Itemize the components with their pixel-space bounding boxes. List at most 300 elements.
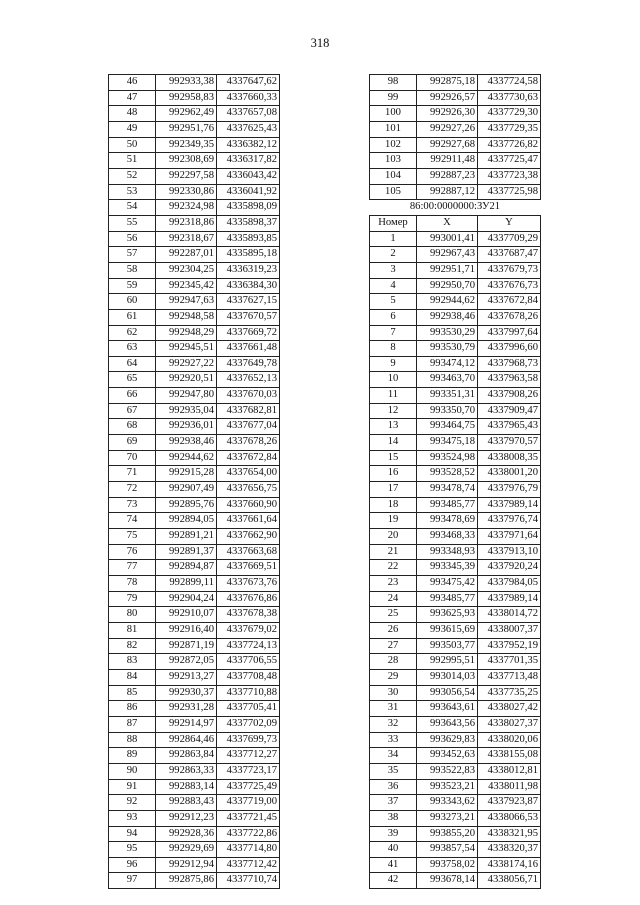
- x-coordinate-cell: 993351,31: [417, 388, 478, 404]
- point-number-cell: 59: [109, 278, 156, 294]
- x-coordinate-cell: 992863,33: [156, 763, 217, 779]
- table-row: [370, 529, 541, 545]
- x-coordinate-cell: 992935,04: [156, 403, 217, 419]
- y-coordinate-cell: 4338011,98: [478, 779, 541, 795]
- table-row: [370, 763, 541, 779]
- point-number-cell: 98: [370, 75, 417, 91]
- point-number-cell: 101: [370, 121, 417, 137]
- y-coordinate-cell: 4337663,68: [217, 544, 280, 560]
- x-coordinate-cell: 992951,76: [156, 121, 217, 137]
- table-row: [370, 294, 541, 310]
- point-number-cell: 94: [109, 826, 156, 842]
- table-row: [370, 810, 541, 826]
- x-coordinate-cell: 992933,38: [156, 75, 217, 91]
- x-coordinate-cell: 992916,40: [156, 622, 217, 638]
- y-coordinate-cell: 4337968,73: [478, 356, 541, 372]
- y-coordinate-cell: 4337676,86: [217, 591, 280, 607]
- y-coordinate-cell: 4338320,37: [478, 842, 541, 858]
- point-number-cell: 84: [109, 669, 156, 685]
- y-coordinate-cell: 4337662,90: [217, 529, 280, 545]
- point-number-cell: 47: [109, 90, 156, 106]
- table-row: [370, 388, 541, 404]
- point-number-cell: 92: [109, 795, 156, 811]
- point-number-cell: 38: [370, 810, 417, 826]
- point-number-cell: 73: [109, 497, 156, 513]
- point-number-cell: 27: [370, 638, 417, 654]
- point-number-cell: 70: [109, 450, 156, 466]
- table-row: [109, 560, 280, 576]
- table-row: [370, 857, 541, 873]
- y-coordinate-cell: 4337672,84: [478, 294, 541, 310]
- table-row: [370, 638, 541, 654]
- table-row: [370, 826, 541, 842]
- point-number-cell: 87: [109, 716, 156, 732]
- point-number-cell: 39: [370, 826, 417, 842]
- x-coordinate-cell: 992891,21: [156, 529, 217, 545]
- table-row: [109, 732, 280, 748]
- x-coordinate-cell: 993625,93: [417, 607, 478, 623]
- table-row: [109, 654, 280, 670]
- table-row: [370, 121, 541, 137]
- point-number-cell: 51: [109, 153, 156, 169]
- table-row: [370, 168, 541, 184]
- x-coordinate-cell: 993530,79: [417, 341, 478, 357]
- table-row: [109, 356, 280, 372]
- x-coordinate-cell: 993348,93: [417, 544, 478, 560]
- point-number-cell: 67: [109, 403, 156, 419]
- table-row: [109, 529, 280, 545]
- point-number-cell: 1: [370, 231, 417, 247]
- x-coordinate-cell: 992912,94: [156, 857, 217, 873]
- x-coordinate-cell: 992863,84: [156, 748, 217, 764]
- y-coordinate-cell: 4337729,35: [478, 121, 541, 137]
- x-coordinate-cell: 993452,63: [417, 748, 478, 764]
- y-coordinate-cell: 4337722,86: [217, 826, 280, 842]
- x-coordinate-cell: 992330,86: [156, 184, 217, 200]
- point-number-cell: 16: [370, 466, 417, 482]
- x-coordinate-cell: 992349,35: [156, 137, 217, 153]
- y-coordinate-cell: 4338008,35: [478, 450, 541, 466]
- y-coordinate-cell: 4337710,74: [217, 873, 280, 889]
- point-number-cell: 78: [109, 576, 156, 592]
- y-coordinate-cell: 4337656,75: [217, 482, 280, 498]
- point-number-cell: 28: [370, 654, 417, 670]
- table-row: [109, 247, 280, 263]
- point-number-cell: 8: [370, 341, 417, 357]
- y-coordinate-cell: 4337670,57: [217, 309, 280, 325]
- x-coordinate-cell: 993485,77: [417, 591, 478, 607]
- table-row: [370, 278, 541, 294]
- point-number-cell: 3: [370, 262, 417, 278]
- table-row: [370, 716, 541, 732]
- table-row: [109, 669, 280, 685]
- y-coordinate-cell: 4337699,73: [217, 732, 280, 748]
- table-row: [109, 309, 280, 325]
- y-coordinate-cell: 4337661,48: [217, 341, 280, 357]
- x-coordinate-cell: 992948,58: [156, 309, 217, 325]
- y-coordinate-cell: 4337971,64: [478, 529, 541, 545]
- x-coordinate-cell: 992938,46: [417, 309, 478, 325]
- point-number-cell: 23: [370, 576, 417, 592]
- y-coordinate-cell: 4335893,85: [217, 231, 280, 247]
- point-number-cell: 96: [109, 857, 156, 873]
- y-coordinate-cell: 4338020,06: [478, 732, 541, 748]
- table-row: [109, 638, 280, 654]
- y-coordinate-cell: 4336317,82: [217, 153, 280, 169]
- table-row: [109, 779, 280, 795]
- y-coordinate-cell: 4337712,42: [217, 857, 280, 873]
- x-coordinate-cell: 993001,41: [417, 231, 478, 247]
- table-row: [109, 262, 280, 278]
- point-number-cell: 65: [109, 372, 156, 388]
- x-coordinate-cell: 993523,21: [417, 779, 478, 795]
- x-coordinate-cell: 993474,12: [417, 356, 478, 372]
- x-coordinate-cell: 992927,26: [417, 121, 478, 137]
- point-number-cell: 15: [370, 450, 417, 466]
- x-coordinate-cell: 992948,29: [156, 325, 217, 341]
- point-number-cell: 5: [370, 294, 417, 310]
- point-number-cell: 100: [370, 106, 417, 122]
- y-coordinate-cell: 4336319,23: [217, 262, 280, 278]
- point-number-cell: 75: [109, 529, 156, 545]
- point-number-cell: 12: [370, 403, 417, 419]
- point-number-cell: 91: [109, 779, 156, 795]
- y-coordinate-cell: 4337909,47: [478, 403, 541, 419]
- x-coordinate-cell: 992872,05: [156, 654, 217, 670]
- point-number-cell: 77: [109, 560, 156, 576]
- y-coordinate-cell: 4337657,08: [217, 106, 280, 122]
- point-number-cell: 14: [370, 435, 417, 451]
- point-number-cell: 79: [109, 591, 156, 607]
- table-row: [370, 231, 541, 247]
- table-row: [109, 121, 280, 137]
- table-row: [370, 403, 541, 419]
- x-coordinate-cell: 993678,14: [417, 873, 478, 889]
- table-row: [370, 356, 541, 372]
- y-coordinate-cell: 4337963,58: [478, 372, 541, 388]
- table-row: [370, 106, 541, 122]
- x-coordinate-cell: 992927,22: [156, 356, 217, 372]
- table-row: [109, 184, 280, 200]
- point-number-cell: 17: [370, 482, 417, 498]
- point-number-cell: 57: [109, 247, 156, 263]
- x-coordinate-cell: 993056,54: [417, 685, 478, 701]
- table-row: [370, 732, 541, 748]
- x-coordinate-cell: 993857,54: [417, 842, 478, 858]
- y-coordinate-cell: 4338012,81: [478, 763, 541, 779]
- x-coordinate-cell: 992958,83: [156, 90, 217, 106]
- point-number-cell: 26: [370, 622, 417, 638]
- x-coordinate-cell: 992926,30: [417, 106, 478, 122]
- parcel-section-title: 86:00:0000000:ЗУ21: [370, 200, 541, 216]
- x-coordinate-cell: 993475,18: [417, 435, 478, 451]
- table-row: [109, 873, 280, 889]
- y-coordinate-cell: 4337989,14: [478, 591, 541, 607]
- y-coordinate-cell: 4337730,63: [478, 90, 541, 106]
- x-coordinate-cell: 993522,83: [417, 763, 478, 779]
- table-row: [109, 419, 280, 435]
- x-coordinate-cell: 993629,83: [417, 732, 478, 748]
- x-coordinate-cell: 992926,57: [417, 90, 478, 106]
- y-coordinate-cell: 4337726,82: [478, 137, 541, 153]
- y-coordinate-cell: 4337976,74: [478, 513, 541, 529]
- point-number-cell: 63: [109, 341, 156, 357]
- point-number-cell: 90: [109, 763, 156, 779]
- point-number-cell: 105: [370, 184, 417, 200]
- x-coordinate-cell: 992904,24: [156, 591, 217, 607]
- y-coordinate-cell: 4337705,41: [217, 701, 280, 717]
- table-row: [109, 341, 280, 357]
- point-number-cell: 61: [109, 309, 156, 325]
- x-coordinate-cell: 993503,77: [417, 638, 478, 654]
- table-row: [370, 466, 541, 482]
- point-number-cell: 95: [109, 842, 156, 858]
- point-number-cell: 33: [370, 732, 417, 748]
- point-number-cell: 58: [109, 262, 156, 278]
- y-coordinate-cell: 4337723,17: [217, 763, 280, 779]
- table-row: [109, 497, 280, 513]
- table-row: [370, 779, 541, 795]
- point-number-cell: 97: [109, 873, 156, 889]
- x-coordinate-cell: 992297,58: [156, 168, 217, 184]
- table-row: [370, 544, 541, 560]
- y-coordinate-cell: 4337989,14: [478, 497, 541, 513]
- y-coordinate-cell: 4337723,38: [478, 168, 541, 184]
- x-coordinate-cell: 993475,42: [417, 576, 478, 592]
- point-number-cell: 54: [109, 200, 156, 216]
- x-coordinate-cell: 992915,28: [156, 466, 217, 482]
- table-row: [370, 842, 541, 858]
- table-row: [370, 748, 541, 764]
- point-number-cell: 102: [370, 137, 417, 153]
- y-coordinate-cell: 4337669,72: [217, 325, 280, 341]
- table-row: [109, 137, 280, 153]
- x-coordinate-cell: 993643,61: [417, 701, 478, 717]
- x-coordinate-cell: 993464,75: [417, 419, 478, 435]
- point-number-cell: 71: [109, 466, 156, 482]
- y-coordinate-cell: 4337725,47: [478, 153, 541, 169]
- point-number-cell: 42: [370, 873, 417, 889]
- point-number-cell: 69: [109, 435, 156, 451]
- point-number-cell: 9: [370, 356, 417, 372]
- x-coordinate-cell: 992944,62: [417, 294, 478, 310]
- x-coordinate-cell: 992950,70: [417, 278, 478, 294]
- table-row: [109, 576, 280, 592]
- y-coordinate-cell: 4337976,79: [478, 482, 541, 498]
- point-number-cell: 49: [109, 121, 156, 137]
- point-number-cell: 13: [370, 419, 417, 435]
- table-row: [109, 466, 280, 482]
- y-coordinate-cell: 4337654,00: [217, 466, 280, 482]
- y-coordinate-cell: 4337970,57: [478, 435, 541, 451]
- x-coordinate-cell: 993345,39: [417, 560, 478, 576]
- y-coordinate-cell: 4337724,58: [478, 75, 541, 91]
- y-coordinate-cell: 4338056,71: [478, 873, 541, 889]
- y-coordinate-cell: 4337913,10: [478, 544, 541, 560]
- y-coordinate-cell: 4336041,92: [217, 184, 280, 200]
- y-coordinate-cell: 4337625,43: [217, 121, 280, 137]
- x-coordinate-cell: 992913,27: [156, 669, 217, 685]
- point-number-cell: 72: [109, 482, 156, 498]
- table-row: [109, 372, 280, 388]
- x-coordinate-cell: 992920,51: [156, 372, 217, 388]
- x-coordinate-cell: 992962,49: [156, 106, 217, 122]
- y-coordinate-cell: 4337660,33: [217, 90, 280, 106]
- point-number-cell: 37: [370, 795, 417, 811]
- y-coordinate-cell: 4337687,47: [478, 247, 541, 263]
- table-header-row: [370, 215, 541, 231]
- table-row: [109, 763, 280, 779]
- table-row: [370, 450, 541, 466]
- y-coordinate-cell: 4337649,78: [217, 356, 280, 372]
- point-number-cell: 46: [109, 75, 156, 91]
- y-coordinate-cell: 4338155,08: [478, 748, 541, 764]
- table-row: [109, 810, 280, 826]
- table-row: [109, 388, 280, 404]
- x-coordinate-cell: 992899,11: [156, 576, 217, 592]
- table-row: [109, 90, 280, 106]
- x-coordinate-cell: 992936,01: [156, 419, 217, 435]
- y-coordinate-cell: 4337713,48: [478, 669, 541, 685]
- table-row: [370, 607, 541, 623]
- point-number-cell: 7: [370, 325, 417, 341]
- x-coordinate-cell: 992864,46: [156, 732, 217, 748]
- point-number-cell: 41: [370, 857, 417, 873]
- point-number-cell: 4: [370, 278, 417, 294]
- point-number-cell: 21: [370, 544, 417, 560]
- point-number-cell: 81: [109, 622, 156, 638]
- table-row: [109, 450, 280, 466]
- table-row: [109, 278, 280, 294]
- x-coordinate-cell: 992967,43: [417, 247, 478, 263]
- y-coordinate-cell: 4337678,26: [217, 435, 280, 451]
- x-coordinate-cell: 992891,37: [156, 544, 217, 560]
- point-number-cell: 22: [370, 560, 417, 576]
- point-number-cell: 20: [370, 529, 417, 545]
- y-coordinate-cell: 4337647,62: [217, 75, 280, 91]
- table-row: [109, 153, 280, 169]
- point-number-cell: 68: [109, 419, 156, 435]
- y-coordinate-cell: 4337709,29: [478, 231, 541, 247]
- y-coordinate-cell: 4337735,25: [478, 685, 541, 701]
- y-coordinate-cell: 4337678,38: [217, 607, 280, 623]
- table-row: [370, 247, 541, 263]
- table-row: [370, 513, 541, 529]
- x-coordinate-cell: 992912,23: [156, 810, 217, 826]
- y-coordinate-cell: 4337712,27: [217, 748, 280, 764]
- table-row: [370, 576, 541, 592]
- table-row: [370, 701, 541, 717]
- table-row: [109, 215, 280, 231]
- point-number-cell: 25: [370, 607, 417, 623]
- point-number-cell: 50: [109, 137, 156, 153]
- x-coordinate-cell: 992875,18: [417, 75, 478, 91]
- point-number-cell: 53: [109, 184, 156, 200]
- y-coordinate-cell: 4337965,43: [478, 419, 541, 435]
- table-row: [370, 873, 541, 889]
- x-coordinate-cell: 993524,98: [417, 450, 478, 466]
- x-coordinate-cell: 993478,69: [417, 513, 478, 529]
- y-coordinate-cell: 4337996,60: [478, 341, 541, 357]
- x-coordinate-cell: 992308,69: [156, 153, 217, 169]
- y-coordinate-cell: 4337627,15: [217, 294, 280, 310]
- point-number-cell: 18: [370, 497, 417, 513]
- point-number-cell: 48: [109, 106, 156, 122]
- point-number-cell: 83: [109, 654, 156, 670]
- point-number-cell: 34: [370, 748, 417, 764]
- point-number-cell: 104: [370, 168, 417, 184]
- x-coordinate-cell: 992883,43: [156, 795, 217, 811]
- y-coordinate-cell: 4337729,30: [478, 106, 541, 122]
- table-row: [109, 685, 280, 701]
- y-coordinate-cell: 4337719,00: [217, 795, 280, 811]
- table-row: [370, 591, 541, 607]
- point-number-cell: 55: [109, 215, 156, 231]
- x-coordinate-cell: 992995,51: [417, 654, 478, 670]
- point-number-cell: 60: [109, 294, 156, 310]
- x-coordinate-cell: 992914,97: [156, 716, 217, 732]
- y-coordinate-cell: 4337669,51: [217, 560, 280, 576]
- header-number: Номер: [370, 215, 417, 231]
- x-coordinate-cell: 992947,63: [156, 294, 217, 310]
- table-row: [109, 857, 280, 873]
- y-coordinate-cell: 4338027,37: [478, 716, 541, 732]
- point-number-cell: 32: [370, 716, 417, 732]
- table-row: [370, 137, 541, 153]
- x-coordinate-cell: 993014,03: [417, 669, 478, 685]
- table-row: [109, 716, 280, 732]
- table-row: [109, 75, 280, 91]
- point-number-cell: 103: [370, 153, 417, 169]
- point-number-cell: 10: [370, 372, 417, 388]
- y-coordinate-cell: 4337923,87: [478, 795, 541, 811]
- table-row: [370, 341, 541, 357]
- y-coordinate-cell: 4338066,53: [478, 810, 541, 826]
- y-coordinate-cell: 4337673,76: [217, 576, 280, 592]
- y-coordinate-cell: 4337670,03: [217, 388, 280, 404]
- y-coordinate-cell: 4337672,84: [217, 450, 280, 466]
- table-row: [370, 325, 541, 341]
- x-coordinate-cell: 993468,33: [417, 529, 478, 545]
- x-coordinate-cell: 992887,12: [417, 184, 478, 200]
- table-row: [370, 669, 541, 685]
- table-row: [109, 200, 280, 216]
- table-row: [109, 325, 280, 341]
- x-coordinate-cell: 993478,74: [417, 482, 478, 498]
- y-coordinate-cell: 4336043,42: [217, 168, 280, 184]
- x-coordinate-cell: 993758,02: [417, 857, 478, 873]
- page-number: 318: [310, 36, 330, 50]
- table-row: [370, 419, 541, 435]
- x-coordinate-cell: 993463,70: [417, 372, 478, 388]
- y-coordinate-cell: 4338001,20: [478, 466, 541, 482]
- table-row: [370, 795, 541, 811]
- y-coordinate-cell: 4337724,13: [217, 638, 280, 654]
- y-coordinate-cell: 4337714,80: [217, 842, 280, 858]
- y-coordinate-cell: 4337682,81: [217, 403, 280, 419]
- point-number-cell: 6: [370, 309, 417, 325]
- table-row: [109, 435, 280, 451]
- table-row: [109, 403, 280, 419]
- y-coordinate-cell: 4337677,04: [217, 419, 280, 435]
- point-number-cell: 2: [370, 247, 417, 263]
- point-number-cell: 86: [109, 701, 156, 717]
- point-number-cell: 36: [370, 779, 417, 795]
- point-number-cell: 19: [370, 513, 417, 529]
- point-number-cell: 89: [109, 748, 156, 764]
- point-number-cell: 88: [109, 732, 156, 748]
- y-coordinate-cell: 4335898,09: [217, 200, 280, 216]
